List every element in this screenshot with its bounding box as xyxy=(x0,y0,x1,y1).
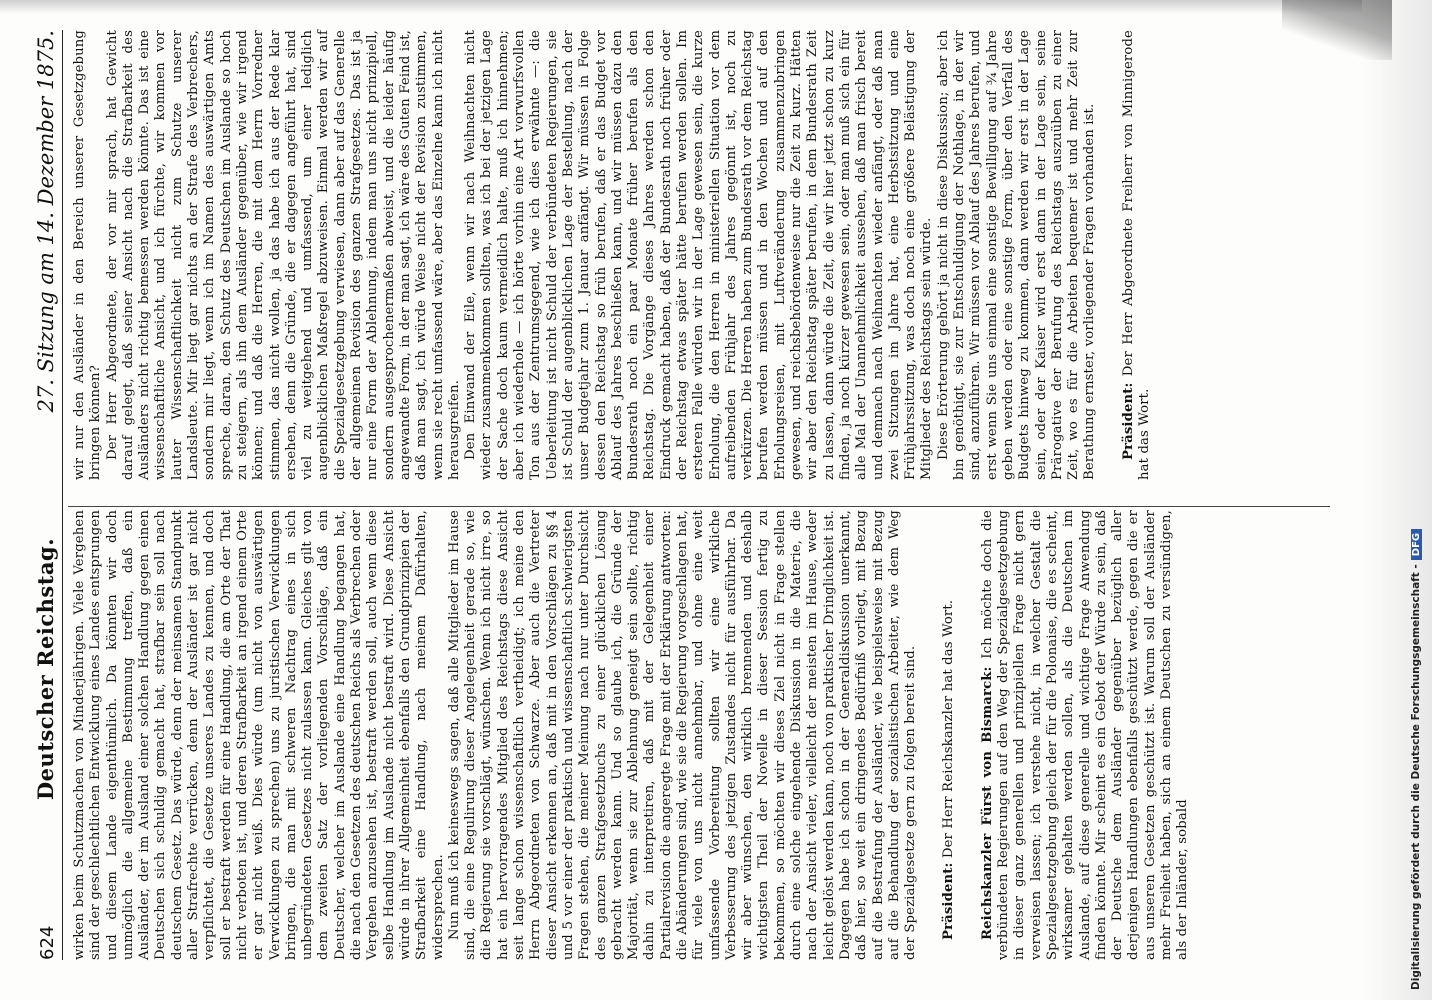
speaker-statement: Der Herr Abgeordnete Freiherr von Minnigerode hat das Wort. xyxy=(1120,30,1152,480)
paragraph: wirken beim Schutzmachen von Minderjährigen. Viele Vergehen sind der geschlechtlichen Entwicklung eines Landes entsprungen und diesem Lande eigenthümlich. Da könnten wir doch unmöglich die allgemeine Bestimmung treffen, daß ein Ausländer, der im Ausland einer solchen Handlung gegen einen Deutschen sich schuldig gemacht hat, strafbar sein soll nach deutschem Gesetz. Das würde, denn der meinsamen Standpunkt aller Strafrechte verrücken, denn der Ausländer ist gar nicht verpflichtet, die Gesetze unseres Landes zu kennen, und doch soll er bestraft werden für eine Handlung, die am Orte der That nicht verboten ist, und deren Strafbarkeit an irgend einem Orte er gar nicht weiß. Dies würde (um nicht von auswärtigen Verwicklungen zu sprechen) uns zu juristischen Verwicklungen bringen, die man mit schweren Nachtrag eines in sich unbegründeten Gesetzes nicht zulassen kann. Gleiches gilt von dem zweiten Satz der vorliegenden Vorschläge, daß ein Deutscher, welcher im Auslande eine Handlung begangen hat, die nach den Gesetzen des deutschen Reichs als Verbrechen oder Vergehen anzusehen ist, bestraft werden soll, auch wenn diese selbe Handlung im Auslande nicht bestraft wird. Diese Ansicht würde in ihrer Allgemeinheit ebenfalls den Grundprinzipien der Strafbarkeit eine Handlung, nach meinem Dafürhalten, widersprechen. xyxy=(72,510,446,960)
left-text-column xyxy=(72,510,1192,960)
page-number: 624 xyxy=(37,925,58,960)
right-text-column xyxy=(72,30,1153,480)
speaker-label: Präsident: xyxy=(941,862,957,940)
page-header xyxy=(24,30,63,960)
dfg-logo: DFG xyxy=(1411,529,1422,560)
paragraph: Nun muß ich keineswegs sagen, daß alle Mitglieder im Hause sind, die eine Regulirung dieser Angelegenheit gerade so, wie die Regierung sie vorschlägt, wünschen. Wenn ich nicht irre, so hat ein hervorragendes Mitglied des Reichstags diese Ansicht seit lange schon wissenschaftlich vertheidigt; ich meine den Herrn Abgeordneten von Schwarze. Aber auch die Vertreter dieser Ansicht erkennen an, daß mit in den Vorschlägen zu §§ 4 und 5 vor einer der praktisch und wissenschaftlich schwierigsten Fragen stehen, die meiner Meinung nach nur unter Durchsicht des ganzen Strafgesetzbuchs zu einer glücklichen Lösung gebracht werden kann. Und so glaube ich, die Gründe der Majorität, wenn sie zur Ablehnung geneigt sein sollte, richtig dahin zu interpretiren, daß mit der Gelegenheit einer Partialrevision die angeregte Frage mit der Erklärung antworten: die Abänderungen sind, wie sie die Regierung vorgeschlagen hat, für viele von uns nicht annehmbar, und ohne eine weit umfassende Vorbereitung sollten wir eine wirkliche Verbesserung des jetzigen Zustandes nicht für ausführbar. Da wir aber wünschen, den wirklich brennenden und deshalb wichtigsten Theil der Novelle in dieser Session fertig zu bekommen, so möchten wir dieses Ziel nicht in Frage stellen durch eine solche eingehende Diskussion in die Materie, die nach der Ansicht vieler, vielleicht der meisten im Hause, weder leicht gelöst werden kann, noch von praktischer Dringlichkeit ist. Dagegen habe ich schon in der Generaldiskussion unerkannt, daß hier, so weit ein dringendes Bedürfniß vorliegt, mit Bezug auf die Bestrafung der Ausländer, wie beispielsweise mit Bezug auf die Behandlung der sozialistischen Arbeiter, wie dem Weg der Spezialgesetze gern zu folgen bereit sind. xyxy=(446,510,919,960)
speaker-label: Reichskanzler Fürst von Bismarck: xyxy=(979,666,995,940)
speaker-label: Präsident: xyxy=(1120,382,1136,460)
digitization-credit xyxy=(1410,10,1422,990)
paragraph: Der Herr Abgeordnete, der vor mir sprach, hat Gewicht darauf gelegt, daß seiner Ansicht nach die Strafbarkeit des Ausländers nicht richtig bemessen werden könnte. Das ist eine wissenschaftliche Ansicht, und ich fürchte, wir kommen vor lauter Wissenschaftlichkeit nicht zum Schutze unserer Landsleute. Mir liegt gar nichts an der Strafe des Verbrechers, sondern mir liegt, wenn ich im Namen des auswärtigen Amts spreche, daran, den Schutz des Deutschen im Auslande so hoch zu steigern, als ihn dem Ausländer gegenüber, wie wir irgend können; und daß die Herren, die mit dem Herrn Vorredner stimmen, das nicht wollen, ja das habe ich aus der Rede klar ersehen, denn die Gründe, die er dagegen angeführt hat, sind viel zu weitgehend und umfassend, um einer lediglich augenblicklichen Maßregel abzuweisen. Einmal werden wir auf die Spezialgesetzgebung verwiesen, dann aber auf das Generelle der allgemeinen Revision des ganzen Strafgesetzes. Das ist ja nur eine Form der Ablehnung, indem man uns nicht prinzipiell, sondern ausgesprochenermaßen abweist, und die leider häufig angewandte Form, in der man sagt, ich wäre des Guten Feind ist, daß man sagt, ich würde Weise nicht der Revision zustimmen, wenn sie recht umfassend wäre, aber das Einzelne kann ich nicht herausgreifen. xyxy=(104,30,462,480)
column-divider xyxy=(68,506,1330,507)
speaker-line xyxy=(941,510,957,960)
speaker-statement: Ich möchte doch die verbündeten Regierungen auf den Weg der Spezialgesetzgebung in dieser ganz generellen und prinzipiellen Frage nicht gern verweisen lassen; ich verstehe nicht, in welcher Gestalt die Spezialgesetzgebung gleich der für die Polonaise, die es scheint, wirksamer gehalten werden sollen, als die Deutschen im Auslande, auf diese generelle und wichtige Frage Anwendung finden könnte. Mir scheint es ein Gebot der Würde zu sein, daß der Deutsche dem Ausländer gegenüber bezüglich aller derjenigen Handlungen ebenfalls geschützt werde, gegen die er aus unseren Gesetzen geschützt ist. Warum soll der Ausländer mehr Freiheit haben, sich an einem Deutschen zu versündigen, als der Inländer, sobald xyxy=(979,510,1191,960)
paragraph: Diese Erörterung gehört ja nicht in diese Diskussion; aber ich bin genöthigt, sie zur Entschuldigung der Nothlage, in der wir sind, anzuführen. Wir müssen vor Ablauf des Jahres berufen, und erst wenn Sie uns einmal eine sonstige Bewilligung auf ¾ Jahre geben werden oder eine sonstige Form, über den Verfall des Budgets hinweg zu kommen, dann werden wir erst in der Lage sein, oder der Kaiser wird erst dann in der Lage sein, seine Prärogative der Berufung des Reichstags auszuüben zu einer Zeit, wo es für die Arbeiten bequemer ist und mehr Zeit zur Berathung ernster, vorliegender Fragen vorhanden ist. xyxy=(935,30,1098,480)
paragraph: wir nur den Ausländer in den Bereich unserer Gesetzgebung bringen können? xyxy=(72,30,104,480)
paragraph: Den Einwand der Eile, wenn wir nach Weihnachten nicht wieder zusammenkommen sollten, was ich bei der jetzigen Lage der Sache doch kaum vermeidlich halte, muß ich hinnehmen; aber ich wiederhole — ich hörte vorhin eine Art vorwurfsvollen Ton aus der Zentrumsgegend, wie ich dies erwähnte —: die Ueberleitung ist nicht Schuld der verbündeten Regierungen, sie ist Schuld der augenblicklichen Lage der Bestellung, nach der unser Budgetjahr zum 1. Januar anfängt. Wir müssen in Folge dessen den Reichstag so früh berufen, daß er das Budget vor Ablauf des Jahres beschließen kann, und wir müssen dazu den Bundesrath noch ein paar Monate früher berufen als den Reichstag. Die Vorgänge dieses Jahres werden schon den Eindruck gemacht haben, daß der Bundesrath noch früher oder der Reichstag etwas später hätte berufen werden sollen. Im ersteren Falle würden wir in der Lage gewesen sein, die kurze Erholung, die den Herren in ministeriellen Situation vor dem aufreibenden Frühjahr des Jahres gegönnt ist, noch zu verkürzen. Die Herren haben zum Bundesrath vor dem Reichstag berufen werden müssen und in den Wochen und auf den Erholungsreisen, mit Luftveränderung zusammenzubringen gewesen, und reichsbehördenweise nur die Zeit zu kurz. Hätten wir aber den Reichstag später berufen, in dem Bundesrath Zeit zu lassen, dann würde die Zeit, die wir hier jetzt schon zu kurz finden, ja noch kürzer gewesen sein, oder man muß sich ein für alle Mal der Unannehmlichkeit aussehen, daß man frisch bereit und demnach nach Weihnachten wieder anfängt, oder daß man zwei Sitzungen im Jahre hat, eine Herbstsitzung und eine Frühjahrssitzung, was doch noch eine größere Belästigung der Mitglieder des Reichstags sein würde. xyxy=(463,30,935,480)
speaker-statement: Der Herr Reichskanzler hat das Wort. xyxy=(941,599,957,859)
publication-title: Deutscher Reichstag. xyxy=(33,537,58,801)
session-date: 27. Sitzung am 14. Dezember 1875. xyxy=(34,30,58,413)
speaker-line xyxy=(1121,30,1154,480)
credit-text: Digitalisierung gefördert durch die Deutsche Forschungsgemeinschaft - xyxy=(1410,564,1422,990)
speaker-paragraph xyxy=(980,510,1192,960)
